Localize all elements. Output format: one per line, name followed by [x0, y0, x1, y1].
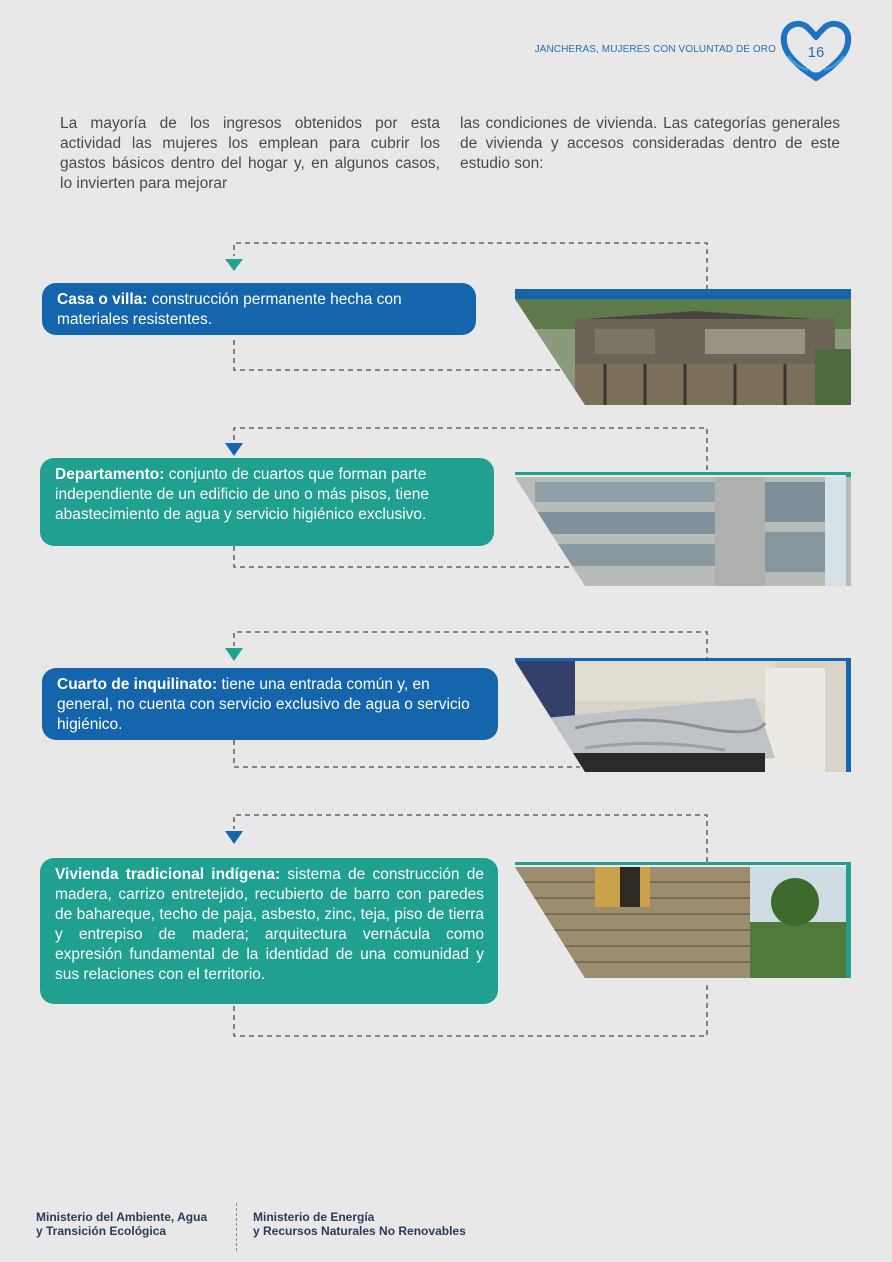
bamboo-house-photo [515, 862, 851, 978]
intro-paragraph-right: las condiciones de vivienda. Las categorías generales de vivienda y accesos consideradas dentro de este estudio son: [460, 115, 840, 172]
category-description: sistema de construcción de madera, carrizo entretejido, recubierto de barro con paredes de bahareque, techo de paja, asbesto, zinc, teja, piso de tierra y entrepiso de madera; arquitectura vernácula como expresión fundamental de la identidad de una comunidad y sus relaciones con el territorio. [55, 866, 484, 983]
arrow-down-icon [225, 443, 243, 456]
intro-paragraph-left: La mayoría de los ingresos obtenidos por esta actividad las mujeres los emplean para cubrir los gastos básicos dentro del hogar y, en algunos casos, lo invierten para mejorar [60, 115, 440, 192]
arrow-down-icon [225, 259, 243, 271]
apartment-building-photo [515, 472, 851, 586]
category-term: Casa o villa: [57, 291, 148, 308]
arrow-down-icon [225, 648, 243, 661]
category-description: conjunto de cuartos que forman parte independiente de un edificio de uno o más pisos, tiene abastecimiento de agua y servicio higiénico exclusivo. [55, 466, 429, 523]
category-card-vivienda-indigena [40, 858, 498, 1004]
footer-divider [236, 1203, 237, 1251]
footer-line: Ministerio del Ambiente, Agua [36, 1210, 208, 1224]
category-card-departamento [40, 458, 494, 546]
category-description: tiene una entrada común y, en general, no cuenta con servicio exclusivo de agua o servicio higiénico. [57, 676, 470, 733]
rented-room-bed-photo [515, 658, 851, 772]
category-card-casa [42, 283, 476, 335]
page-number: 16 [807, 44, 825, 61]
arrow-down-icon [225, 831, 243, 844]
footer-line: y Recursos Naturales No Renovables [253, 1224, 466, 1238]
category-card-inquilinato [42, 668, 498, 740]
category-term: Vivienda tradicional indígena: [55, 866, 281, 883]
footer-ministry-energy [253, 1210, 513, 1238]
footer-ministry-environment [36, 1210, 236, 1238]
header-title: JANCHERAS, MUJERES CON VOLUNTAD DE ORO [534, 44, 776, 55]
footer-line: Ministerio de Energía [253, 1210, 375, 1224]
category-term: Cuarto de inquilinato: [57, 676, 218, 693]
category-description: construcción permanente hecha con materiales resistentes. [57, 291, 402, 328]
category-term: Departamento: [55, 466, 165, 483]
wooden-stilt-houses-photo [515, 289, 851, 405]
footer-line: y Transición Ecológica [36, 1224, 167, 1238]
